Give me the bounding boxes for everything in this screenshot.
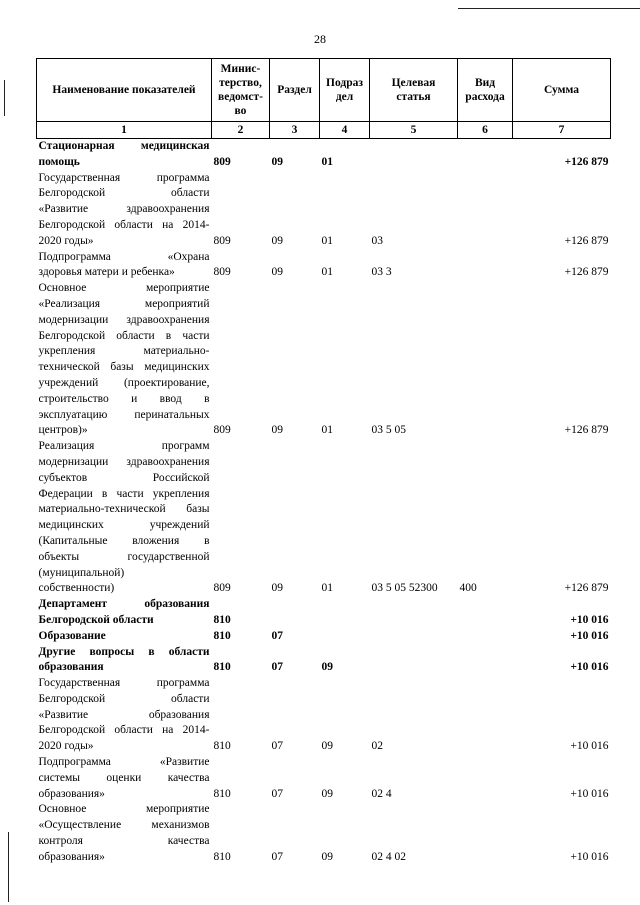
row-name-line: Подпрограмма «Развитие — [38, 756, 210, 769]
row-expense-type — [458, 676, 513, 755]
row-name-line: образования» — [38, 787, 105, 800]
row-target — [370, 139, 458, 171]
row-subsection: 09 — [321, 850, 333, 863]
column-number: 2 — [212, 122, 270, 139]
row-name-line: здоровья матери и ребенка» — [38, 266, 175, 279]
row-subsection: 01 — [321, 234, 333, 247]
row-name-line: 2020 годы» — [38, 234, 94, 247]
row-expense-type — [458, 139, 513, 171]
row-name-line: Государственная программа — [38, 677, 210, 690]
row-target: 03 5 05 52300 — [371, 582, 438, 595]
row-name-line: строительство и ввод в — [38, 392, 210, 405]
row-section: 09 — [271, 424, 283, 437]
row-section: 09 — [271, 155, 283, 168]
column-number-row — [37, 122, 611, 139]
row-ministry: 809 — [213, 234, 231, 247]
row-expense-type — [458, 629, 513, 645]
row-name-line: Белгородской области в части — [38, 329, 210, 342]
page-number: 28 — [314, 32, 326, 46]
header-section: Раздел — [270, 59, 320, 122]
table-row — [37, 439, 611, 597]
table-row — [37, 281, 611, 439]
row-name-line: укрепления материально- — [38, 345, 210, 358]
scan-edge-top-right — [458, 8, 640, 9]
row-ministry: 809 — [213, 155, 231, 168]
row-expense-type — [458, 597, 513, 629]
row-name-line: Другие вопросы в области — [38, 645, 210, 658]
row-name — [37, 755, 212, 802]
row-name — [37, 250, 212, 282]
column-number: 4 — [320, 122, 370, 139]
row-section: 07 — [271, 740, 283, 753]
row-section: 07 — [271, 661, 283, 674]
scan-edge-left-bottom — [8, 832, 9, 902]
row-subsection — [320, 597, 370, 629]
header-ministry: Минис- терство, ведомст- во — [212, 59, 270, 122]
row-name-line: Основное мероприятие — [38, 282, 210, 295]
row-name-line: медицинских учреждений — [38, 519, 210, 532]
row-ministry: 810 — [213, 850, 231, 863]
row-ministry: 809 — [213, 582, 231, 595]
row-name — [37, 645, 212, 677]
row-name-line: эксплуатацию перинатальных — [38, 408, 210, 421]
column-number: 5 — [370, 122, 458, 139]
row-name-line: Белгородской области на 2014- — [38, 724, 210, 737]
row-amount: +126 879 — [564, 424, 609, 437]
row-amount: +10 016 — [570, 629, 609, 642]
row-name-line: Подпрограмма «Охрана — [38, 250, 210, 263]
table-row — [37, 629, 611, 645]
row-name-line: Белгородской области — [38, 187, 210, 200]
row-amount: +10 016 — [570, 661, 609, 674]
table-row — [37, 250, 611, 282]
row-target — [370, 645, 458, 677]
table-body — [37, 139, 611, 866]
row-expense-type — [458, 250, 513, 282]
row-subsection: 01 — [321, 424, 333, 437]
row-name — [37, 281, 212, 439]
row-target: 03 5 05 — [371, 424, 406, 437]
row-expense-type: 400 — [459, 582, 477, 595]
row-ministry: 810 — [213, 661, 231, 674]
row-amount: +10 016 — [570, 613, 609, 626]
row-name — [37, 802, 212, 865]
row-subsection: 09 — [321, 661, 333, 674]
row-name-line: контроля качества — [38, 835, 210, 848]
row-target: 02 — [371, 740, 383, 753]
row-name-line: Белгородской области — [38, 692, 210, 705]
row-section: 07 — [271, 629, 283, 642]
row-name-line: (Капитальные вложения в — [38, 534, 210, 547]
row-name-line: Федерации в части укрепления — [38, 487, 210, 500]
row-name-line: Департамент образования — [38, 598, 210, 611]
row-name-line: «Развитие образования — [38, 708, 210, 721]
row-amount: +10 016 — [570, 850, 609, 863]
scan-edge-left-mark — [4, 80, 5, 116]
row-name-line: Образование — [38, 629, 106, 642]
row-name-line: Белгородской области на 2014- — [38, 218, 210, 231]
row-subsection: 01 — [321, 155, 333, 168]
row-target: 02 4 — [371, 787, 392, 800]
row-name-line: (муниципальной) — [38, 566, 125, 579]
row-name — [37, 629, 212, 645]
row-name-line: объекты государственной — [38, 550, 210, 563]
row-target — [370, 629, 458, 645]
row-ministry: 809 — [213, 424, 231, 437]
column-number: 6 — [458, 122, 513, 139]
row-section: 07 — [271, 787, 283, 800]
row-ministry: 810 — [213, 613, 231, 626]
row-name-line: технической базы медицинских — [38, 361, 210, 374]
row-expense-type — [458, 802, 513, 865]
table-row — [37, 597, 611, 629]
row-section: 09 — [271, 582, 283, 595]
row-name-line: системы оценки качества — [38, 771, 210, 784]
column-number: 3 — [270, 122, 320, 139]
row-name-line: образования — [38, 661, 104, 674]
table-row — [37, 802, 611, 865]
row-subsection: 09 — [321, 787, 333, 800]
row-expense-type — [458, 755, 513, 802]
row-target: 02 4 02 — [371, 850, 406, 863]
header-name: Наименование показателей — [37, 59, 212, 122]
row-name — [37, 171, 212, 250]
table-header-row — [37, 59, 611, 122]
row-name-line: образования» — [38, 850, 105, 863]
row-section — [270, 597, 320, 629]
header-amount: Сумма — [513, 59, 611, 122]
row-section: 09 — [271, 266, 283, 279]
row-name-line: Реализация программ — [38, 440, 210, 453]
row-subsection: 09 — [321, 740, 333, 753]
row-expense-type — [458, 281, 513, 439]
row-ministry: 810 — [213, 787, 231, 800]
row-name-line: субъектов Российской — [38, 471, 210, 484]
row-name — [37, 597, 212, 629]
row-name-line: Стационарная медицинская — [38, 140, 210, 152]
budget-table — [36, 58, 611, 866]
row-target — [370, 597, 458, 629]
row-name-line: учреждений (проектирование, — [38, 376, 210, 389]
row-subsection: 01 — [321, 266, 333, 279]
row-name — [37, 676, 212, 755]
row-name-line: «Осуществление механизмов — [38, 819, 210, 832]
header-target: Целевая статья — [370, 59, 458, 122]
row-amount: +10 016 — [570, 740, 609, 753]
row-amount: +126 879 — [564, 155, 609, 168]
row-name-line: модернизации здравоохранения — [38, 313, 210, 326]
column-number: 7 — [513, 122, 611, 139]
table-row — [37, 755, 611, 802]
row-expense-type — [458, 645, 513, 677]
row-subsection — [320, 629, 370, 645]
row-name-line: модернизации здравоохранения — [38, 455, 210, 468]
row-name-line: Основное мероприятие — [38, 803, 210, 816]
table-row — [37, 676, 611, 755]
row-name-line: 2020 годы» — [38, 740, 94, 753]
row-name-line: «Развитие здравоохранения — [38, 203, 210, 216]
row-name-line: помощь — [38, 155, 80, 168]
row-name-line: Государственная программа — [38, 171, 210, 184]
row-subsection: 01 — [321, 582, 333, 595]
row-name-line: материально-технической базы — [38, 503, 210, 516]
row-section: 09 — [271, 234, 283, 247]
column-number: 1 — [37, 122, 212, 139]
row-name-line: «Реализация мероприятий — [38, 297, 210, 310]
row-ministry: 810 — [213, 629, 231, 642]
row-section: 07 — [271, 850, 283, 863]
row-name-line: Белгородской области — [38, 613, 154, 626]
row-amount: +126 879 — [564, 266, 609, 279]
row-amount: +126 879 — [564, 582, 609, 595]
row-ministry: 810 — [213, 740, 231, 753]
row-name-line: центров)» — [38, 424, 88, 437]
table-row — [37, 171, 611, 250]
row-name — [37, 139, 212, 171]
header-expense-type: Вид расхода — [458, 59, 513, 122]
table-row — [37, 645, 611, 677]
row-amount: +126 879 — [564, 234, 609, 247]
row-name-line: собственности) — [38, 582, 115, 595]
row-expense-type — [458, 171, 513, 250]
table-row — [37, 139, 611, 171]
row-name — [37, 439, 212, 597]
row-target: 03 — [371, 234, 383, 247]
row-target: 03 3 — [371, 266, 392, 279]
row-amount: +10 016 — [570, 787, 609, 800]
header-subsection: Подраз дел — [320, 59, 370, 122]
row-ministry: 809 — [213, 266, 231, 279]
